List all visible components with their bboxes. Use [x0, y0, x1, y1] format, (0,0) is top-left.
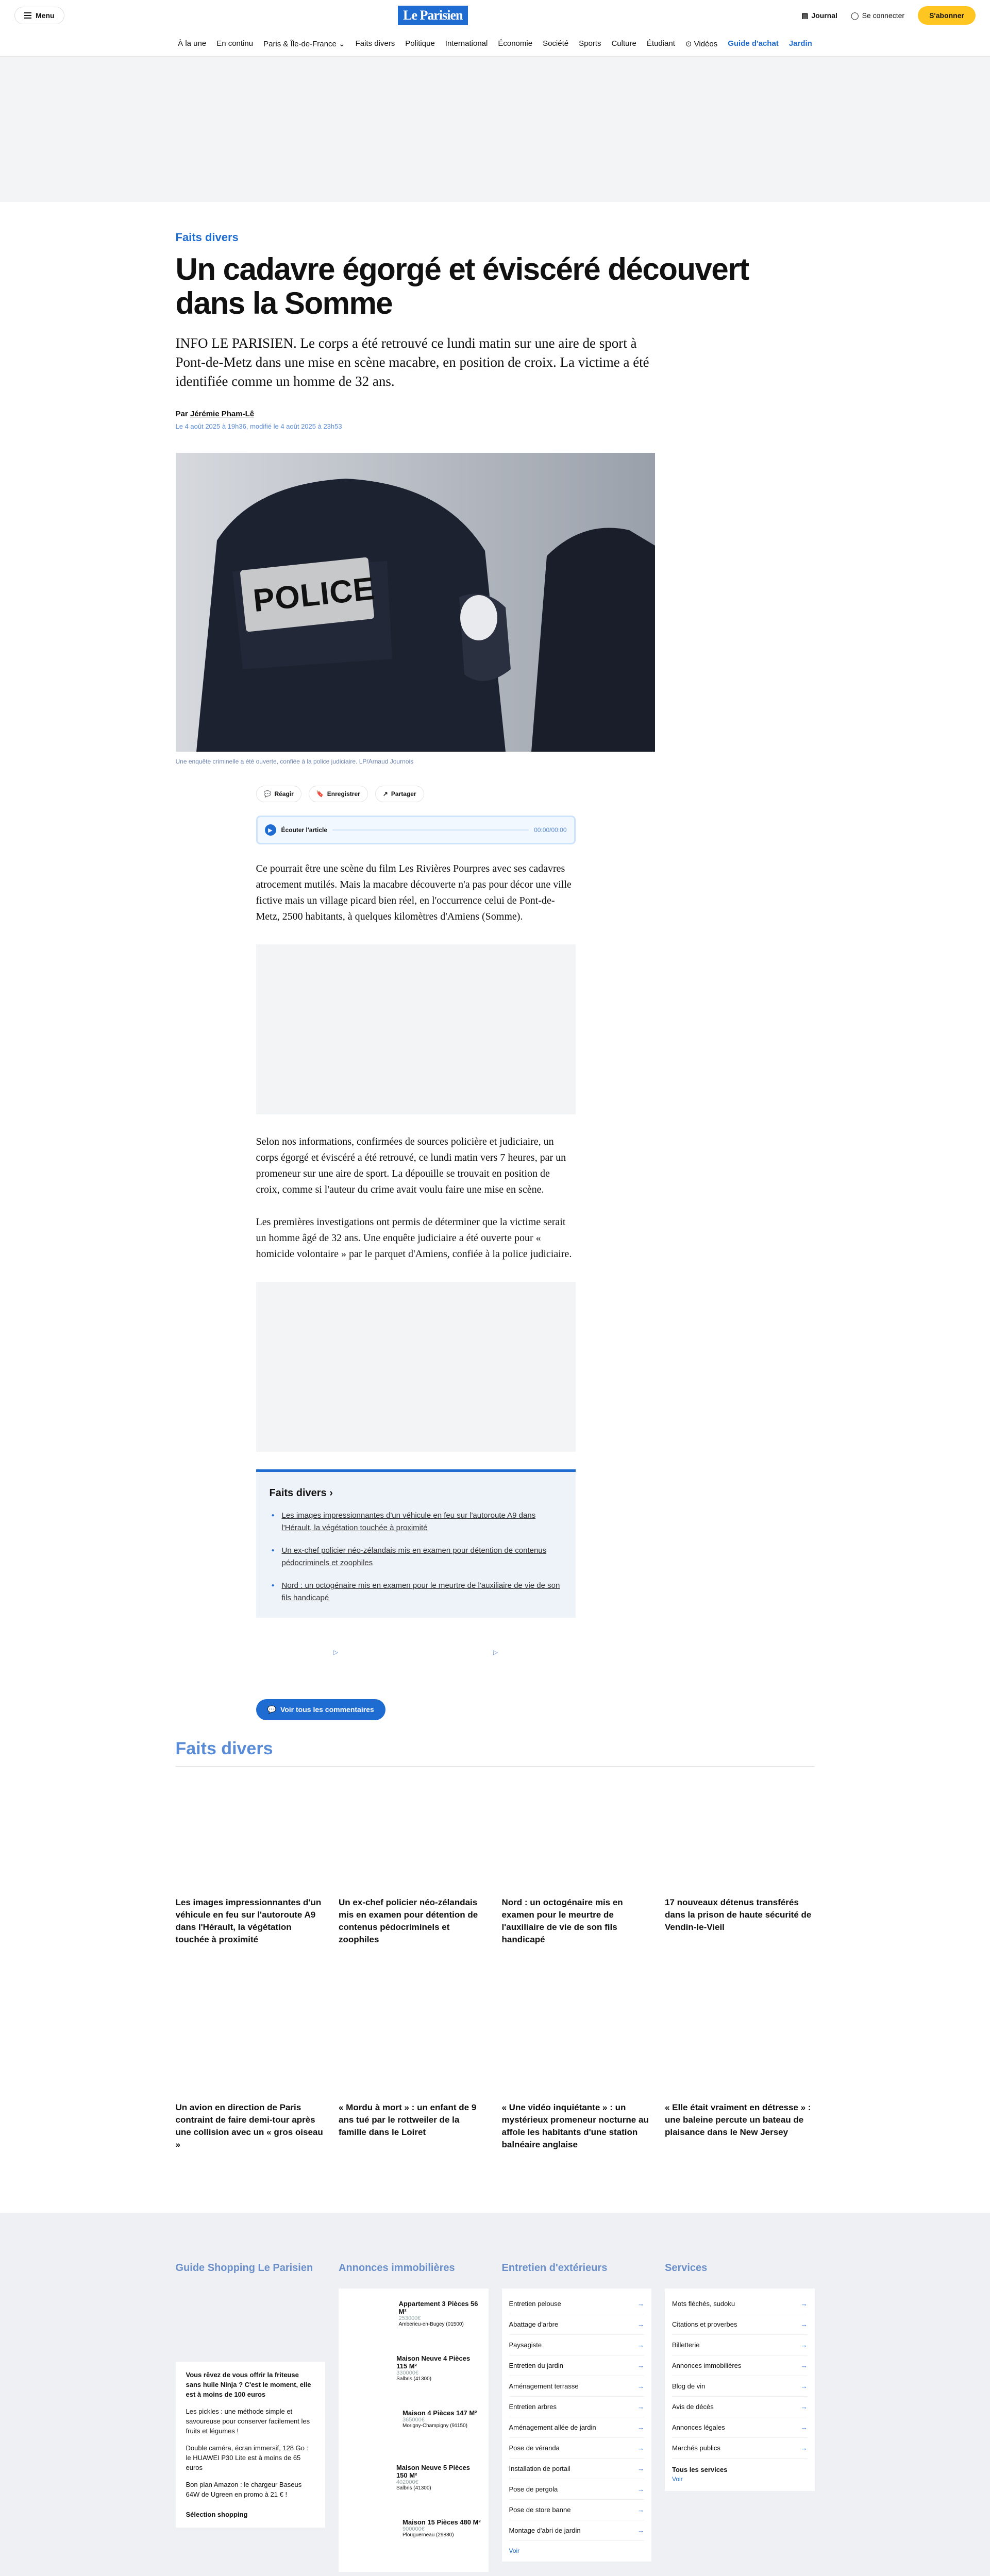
arrow-right-icon: →	[800, 2320, 808, 2328]
property-price: 253000€	[398, 2315, 421, 2321]
exterior-column	[502, 2262, 652, 2572]
card-image	[176, 1787, 326, 1890]
service-item[interactable]	[672, 2438, 808, 2459]
property-item[interactable]	[346, 2403, 481, 2458]
property-image	[346, 2300, 394, 2342]
police-officer-image	[176, 453, 655, 752]
paragraph: Ce pourrait être une scène du film Les Rivières Pourpres avec ses cadavres atrocement mutilés. Mais la macabre découverte n'a pas pour décor une ville fictive mais un village picard bien réel, en l'occurrence celui de Pont-de-Metz, 2500 habitants, à quelques kilomètres d'Amiens (Somme).	[256, 863, 572, 922]
arrow-right-icon: →	[800, 2341, 808, 2349]
related-link[interactable]: ● Les images impressionnantes d'un véhicule en feu sur l'autoroute A9 dans l'Hérault, la végétation touchée à proximité	[270, 1510, 562, 1534]
chevron-right-icon: ›	[329, 1487, 333, 1499]
exterior-label: Montage d'abri de jardin	[509, 2527, 581, 2534]
services-box	[665, 2289, 815, 2491]
journal-link[interactable]	[801, 11, 837, 20]
property-name: Appartement 3 Pièces 56 M²	[398, 2300, 478, 2315]
paragraph: Selon nos informations, confirmées de sources policière et judiciaire, un corps égorgé et éviscéré a été retrouvé, ce lundi matin vers 7 heures, par un promeneur sur une aire de sport. La dépouille se trouvait en position de croix, comme si l'auteur du crime avait voulu faire une mise en scène.	[256, 1136, 566, 1195]
top-ad-slot	[0, 57, 990, 202]
nav-item-paris-label: Paris & Île-de-France	[263, 39, 337, 48]
shopping-link[interactable]: Sélection shopping	[186, 2511, 248, 2518]
arrow-right-icon: →	[800, 2300, 808, 2308]
shopping-box	[176, 2362, 326, 2528]
exterior-label: Aménagement terrasse	[509, 2382, 579, 2390]
exterior-label: Pose de store banne	[509, 2506, 571, 2514]
article-card[interactable]	[176, 1787, 326, 1946]
more-section-title[interactable]: Faits divers	[176, 1739, 815, 1767]
services-columns	[176, 2262, 815, 2572]
related-link[interactable]: ● Nord : un octogénaire mis en examen pour le meurtre de l'auxiliaire de vie de son fils handicapé	[270, 1580, 562, 1604]
property-place: Salbris (41300)	[396, 2376, 431, 2382]
exterior-item[interactable]	[509, 2376, 645, 2397]
arrow-right-icon: →	[800, 2382, 808, 2390]
exterior-item[interactable]	[509, 2438, 645, 2459]
service-label: Marchés publics	[672, 2444, 720, 2452]
exterior-label: Entretien arbres	[509, 2403, 557, 2411]
shopping-lead[interactable]: Vous rêvez de vous offrir la friteuse sans huile Ninja ? C'est le moment, elle est à moins de 100 euros	[186, 2371, 311, 2398]
card-title: « Mordu à mort » : un enfant de 9 ans tué par le rottweiler de la famille dans le Loiret	[339, 2103, 477, 2137]
article-photo	[176, 453, 655, 752]
property-place: Morigny-Champigny (91150)	[402, 2423, 467, 2429]
byline-prefix: Par	[175, 410, 188, 418]
services-section	[0, 2213, 990, 2576]
article-kicker[interactable]: Faits divers	[175, 231, 239, 244]
share-label: Partager	[391, 790, 416, 798]
react-button[interactable]	[256, 786, 301, 802]
article-actions	[256, 786, 576, 802]
property-item[interactable]	[346, 2512, 481, 2567]
service-label: Avis de décès	[672, 2403, 714, 2411]
arrow-right-icon: →	[637, 2403, 644, 2411]
exterior-label: Abattage d'arbre	[509, 2320, 559, 2328]
related-title-label: Faits divers	[269, 1487, 327, 1499]
photo-police-label: POLICE	[251, 570, 377, 619]
article-dates: Le 4 août 2025 à 19h36, modifié le 4 août 2025 à 23h53	[175, 422, 342, 430]
card-image	[339, 1787, 489, 1890]
ad-choice-icon[interactable]: ▷	[493, 1649, 498, 1656]
menu-button[interactable]	[14, 7, 64, 24]
user-icon: ◯	[850, 11, 859, 20]
service-label: Blog de vin	[672, 2382, 706, 2390]
article-column	[256, 786, 576, 1720]
card-title: « Une vidéo inquiétante » : un mystérieux promeneur nocturne au affole les habitants d'une station balnéaire anglaise	[501, 2103, 649, 2149]
nav-item-societe[interactable]: Société	[543, 39, 569, 48]
service-label: Citations et proverbes	[672, 2320, 737, 2328]
related-box	[256, 1469, 576, 1618]
exterior-item[interactable]	[509, 2335, 645, 2355]
property-item[interactable]	[346, 2348, 481, 2403]
exterior-label: Entretien du jardin	[509, 2362, 564, 2369]
ad-choice-row	[256, 1649, 576, 1656]
exterior-item[interactable]	[509, 2500, 645, 2520]
nav-item-politique[interactable]: Politique	[405, 39, 435, 48]
share-button[interactable]	[375, 786, 424, 802]
subscribe-button[interactable]: S'abonner	[918, 6, 976, 25]
service-item[interactable]	[672, 2355, 808, 2376]
property-place: Salbris (41300)	[396, 2485, 431, 2491]
nav-item-etudiant[interactable]: Étudiant	[646, 39, 675, 48]
related-title[interactable]	[270, 1487, 562, 1499]
service-label: Annonces immobilières	[672, 2362, 742, 2369]
comment-icon: 💬	[267, 1705, 276, 1714]
property-image	[346, 2464, 391, 2506]
more-grid	[176, 1992, 815, 2151]
article-card[interactable]	[665, 1787, 815, 1946]
chevron-down-icon: ⌄	[338, 39, 345, 48]
immo-title[interactable]: Annonces immobilières	[339, 2262, 455, 2274]
card-title: 17 nouveaux détenus transférés dans la prison de haute sécurité de Vendin-le-Vieil	[665, 1897, 812, 1932]
arrow-right-icon: →	[637, 2320, 644, 2328]
shopping-item[interactable]: Double caméra, écran immersif, 128 Go : le HUAWEI P30 Lite est à moins de 65 euros	[186, 2444, 309, 2471]
menu-label: Menu	[36, 11, 55, 20]
arrow-right-icon: →	[800, 2424, 808, 2431]
arrow-right-icon: →	[800, 2444, 808, 2452]
menu-icon	[24, 12, 31, 19]
property-price: 365000€	[402, 2417, 425, 2423]
header-actions	[801, 6, 976, 25]
newspaper-icon: ▤	[801, 11, 809, 20]
property-price: 402000€	[396, 2479, 418, 2485]
immo-column	[339, 2262, 489, 2572]
listen-label: Écouter l'article	[281, 826, 328, 834]
article-title: Un cadavre égorgé et éviscéré découvert dans la Somme	[175, 252, 749, 320]
property-name: Maison Neuve 5 Pièces 150 M²	[396, 2464, 471, 2479]
card-image	[502, 1992, 652, 2095]
top-bar	[0, 0, 990, 31]
arrow-right-icon: →	[637, 2382, 644, 2390]
byline	[176, 410, 815, 418]
author-link[interactable]: Jérémie Pham-Lê	[190, 410, 255, 418]
card-title: Les images impressionnantes d'un véhicule en feu sur l'autoroute A9 dans l'Hérault, la végétation touchée à proximité	[175, 1897, 322, 1944]
exterior-item[interactable]	[509, 2355, 645, 2376]
comment-icon: 💬	[263, 790, 272, 798]
related-link[interactable]: ● Un ex-chef policier néo-zélandais mis en examen pour détention de contenus pédocriminels et zoophiles	[270, 1545, 562, 1569]
exterior-item[interactable]	[509, 2479, 645, 2500]
exterior-item[interactable]	[509, 2520, 645, 2541]
journal-label: Journal	[811, 11, 837, 20]
property-name: Maison 4 Pièces 147 M²	[402, 2409, 477, 2417]
site-header	[0, 0, 990, 57]
article-card[interactable]	[665, 1992, 815, 2151]
nav-item-economie[interactable]: Économie	[498, 39, 533, 48]
view-comments-button[interactable]	[256, 1699, 385, 1720]
nav-item-guide[interactable]: Guide d'achat	[728, 39, 779, 48]
login-label: Se connecter	[862, 11, 905, 20]
nav-item-en-continu[interactable]: En continu	[216, 39, 254, 48]
arrow-right-icon: →	[637, 2341, 644, 2349]
shopping-item[interactable]: Bon plan Amazon : le chargeur Baseus 64W de Ugreen en promo à 21 € !	[186, 2481, 302, 2498]
exterior-label: Pose de véranda	[509, 2444, 560, 2452]
property-image	[346, 2354, 391, 2397]
article-card[interactable]	[176, 1992, 326, 2151]
view-comments-label: Voir tous les commentaires	[280, 1705, 374, 1714]
immo-box	[339, 2289, 489, 2572]
save-label: Enregistrer	[327, 790, 360, 798]
shopping-item[interactable]: Les pickles : une méthode simple et savoureuse pour conserver facilement les fruits et légumes !	[186, 2408, 310, 2435]
services-column	[665, 2262, 815, 2572]
play-button[interactable]	[265, 824, 276, 836]
card-image	[502, 1787, 652, 1890]
exterior-label: Paysagiste	[509, 2341, 542, 2349]
nav-item-paris[interactable]	[263, 39, 345, 48]
service-item[interactable]	[672, 2376, 808, 2397]
article-card[interactable]	[502, 1992, 652, 2151]
nav-item-international[interactable]: International	[445, 39, 488, 48]
card-title: Nord : un octogénaire mis en examen pour le meurtre de l'auxiliaire de vie de son fils handicapé	[501, 1897, 623, 1944]
service-label: Annonces légales	[672, 2424, 725, 2431]
audio-time: 00:00/00:00	[534, 826, 567, 834]
property-name: Maison Neuve 4 Pièces 115 M²	[396, 2354, 471, 2370]
card-image	[665, 1787, 815, 1890]
exterior-box	[502, 2289, 652, 2562]
card-title: Un avion en direction de Paris contraint de faire demi-tour après une collision avec un « gros oiseau »	[175, 2103, 323, 2149]
service-item[interactable]	[672, 2335, 808, 2355]
service-item[interactable]	[672, 2314, 808, 2335]
property-price: 900000€	[402, 2526, 425, 2532]
exterior-label: Aménagement allée de jardin	[509, 2424, 596, 2431]
property-item[interactable]	[346, 2458, 481, 2512]
service-item[interactable]	[672, 2294, 808, 2314]
card-title: Un ex-chef policier néo-zélandais mis en examen pour détention de contenus pédocriminels et zoophiles	[339, 1897, 478, 1944]
arrow-right-icon: →	[637, 2362, 644, 2369]
exterior-label: Entretien pelouse	[509, 2300, 561, 2308]
photo-caption: Une enquête criminelle a été ouverte, confiée à la police judiciaire. LP/Arnaud Journois	[175, 758, 414, 765]
arrow-right-icon: →	[800, 2362, 808, 2369]
play-circle-icon: ⊙	[685, 39, 692, 48]
arrow-right-icon: →	[637, 2506, 644, 2514]
exterior-more-link[interactable]: Voir	[509, 2547, 520, 2554]
article	[176, 231, 815, 2151]
nav-item-jardin[interactable]: Jardin	[788, 39, 812, 48]
property-price: 330000€	[396, 2370, 418, 2376]
exterior-item[interactable]	[509, 2417, 645, 2438]
arrow-right-icon: →	[637, 2300, 644, 2308]
exterior-item[interactable]	[509, 2294, 645, 2314]
service-label: Billetterie	[672, 2341, 700, 2349]
service-label: Mots fléchés, sudoku	[672, 2300, 735, 2308]
property-place: Amberieu-en-Bugey (01500)	[398, 2321, 464, 2327]
property-item[interactable]	[346, 2294, 481, 2348]
arrow-right-icon: →	[637, 2424, 644, 2431]
more-grid	[176, 1787, 815, 1946]
inline-ad-slot	[256, 1282, 576, 1452]
property-image	[346, 2409, 397, 2451]
exterior-title[interactable]: Entretien d'extérieurs	[501, 2262, 608, 2274]
nav-item-a-la-une[interactable]: À la une	[178, 39, 207, 48]
exterior-item[interactable]	[509, 2397, 645, 2417]
nav-item-videos[interactable]	[685, 39, 717, 48]
save-button[interactable]	[309, 786, 368, 802]
nav-item-videos-label: Vidéos	[694, 39, 718, 48]
services-title[interactable]: Services	[665, 2262, 708, 2274]
property-name: Maison 15 Pièces 480 M²	[402, 2518, 481, 2526]
arrow-right-icon: →	[637, 2485, 644, 2493]
article-card[interactable]	[339, 1787, 489, 1946]
article-card[interactable]	[339, 1992, 489, 2151]
card-image	[176, 1992, 326, 2095]
audio-player	[256, 816, 576, 844]
arrow-right-icon: →	[637, 2465, 644, 2472]
shopping-column	[176, 2262, 326, 2572]
article-card[interactable]	[502, 1787, 652, 1946]
article-chapo: INFO LE PARISIEN. Le corps a été retrouvé ce lundi matin sur une aire de sport à Pont-de-Metz dans une mise en scène macabre, en position de croix. La victime a été identifiée comme un homme de 32 ans.	[175, 335, 649, 389]
bookmark-icon: 🔖	[316, 790, 324, 798]
paragraph: Les premières investigations ont permis de déterminer que la victime serait un homme âgé de 32 ans. Une enquête judiciaire a été ouverte pour « homicide volontaire » par le parquet d'Amiens, confiée à la police judiciaire.	[256, 1216, 572, 1260]
arrow-right-icon: →	[637, 2527, 644, 2534]
play-icon: ▶	[268, 827, 273, 834]
related-list	[270, 1510, 562, 1604]
share-icon: ↗	[382, 790, 388, 798]
exterior-label: Installation de portail	[509, 2465, 570, 2472]
site-logo[interactable]: Le Parisien	[398, 6, 467, 25]
exterior-item[interactable]	[509, 2314, 645, 2335]
arrow-right-icon: →	[800, 2403, 808, 2411]
exterior-label: Pose de pergola	[509, 2485, 558, 2493]
property-place: Plouguerneau (29880)	[402, 2532, 454, 2538]
nav-item-sports[interactable]: Sports	[579, 39, 601, 48]
card-image	[339, 1992, 489, 2095]
card-image	[665, 1992, 815, 2095]
service-item[interactable]	[672, 2397, 808, 2417]
article-body	[256, 861, 576, 1452]
login-link[interactable]	[851, 11, 904, 20]
react-label: Réagir	[274, 790, 294, 798]
shopping-title[interactable]: Guide Shopping Le Parisien	[175, 2262, 313, 2274]
arrow-right-icon: →	[637, 2444, 644, 2452]
card-title: « Elle était vraiment en détresse » : une baleine percute un bateau de plaisance dans le New Jersey	[665, 2103, 811, 2137]
property-image	[346, 2518, 397, 2561]
inline-ad-slot	[256, 944, 576, 1114]
ad-choice-icon[interactable]: ▷	[333, 1649, 339, 1656]
audio-progress-track[interactable]	[332, 829, 529, 831]
nav-item-faits-divers[interactable]: Faits divers	[355, 39, 395, 48]
all-services-title[interactable]: Tous les services	[672, 2466, 728, 2473]
all-services-link[interactable]: Voir	[672, 2476, 683, 2483]
service-item[interactable]	[672, 2417, 808, 2438]
main-nav	[0, 31, 990, 57]
exterior-item[interactable]	[509, 2459, 645, 2479]
nav-item-culture[interactable]: Culture	[611, 39, 636, 48]
